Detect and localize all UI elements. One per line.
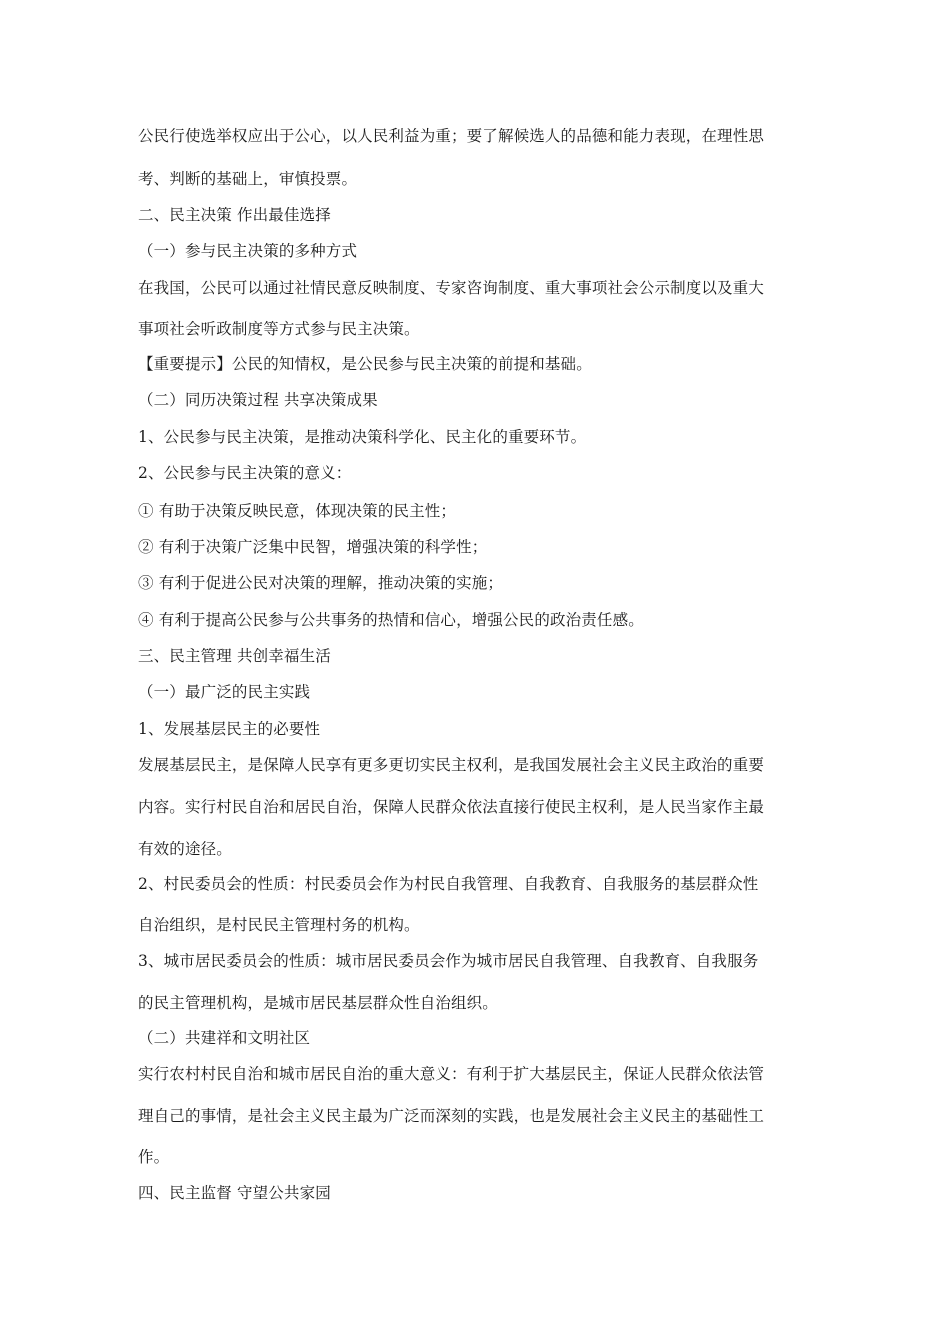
subsection-heading: （二）共建祥和文明社区 [138, 1029, 311, 1047]
list-item: ② 有利于决策广泛集中民智，增强决策的科学性； [138, 538, 488, 556]
paragraph-line: 理自己的事情，是社会主义民主最为广泛而深刻的实践，也是发展社会主义民主的基础性工 [138, 1107, 765, 1125]
subsection-heading: （二）同历决策过程 共享决策成果 [138, 391, 378, 409]
paragraph-line: 发展基层民主，是保障人民享有更多更切实民主权利，是我国发展社会主义民主政治的重要 [138, 756, 765, 774]
paragraph-line: 考、判断的基础上，审慎投票。 [138, 170, 358, 188]
paragraph-line: 事项社会听政制度等方式参与民主决策。 [138, 320, 420, 338]
paragraph-line: 作。 [138, 1148, 170, 1166]
list-item: 2、公民参与民主决策的意义： [138, 464, 352, 482]
list-item: ③ 有利于促进公民对决策的理解，推动决策的实施； [138, 574, 504, 592]
subsection-heading: （一）最广泛的民主实践 [138, 683, 311, 701]
list-item: 3、城市居民委员会的性质：城市居民委员会作为城市居民自我管理、自我教育、自我服务 [138, 952, 759, 970]
list-item: 1、发展基层民主的必要性 [138, 720, 321, 738]
section-heading: 三、民主管理 共创幸福生活 [138, 647, 331, 665]
tip-line: 【重要提示】公民的知情权，是公民参与民主决策的前提和基础。 [138, 355, 592, 373]
paragraph-line: 有效的途径。 [138, 840, 232, 858]
list-item: ① 有助于决策反映民意，体现决策的民主性； [138, 502, 457, 520]
paragraph-line: 在我国，公民可以通过社情民意反映制度、专家咨询制度、重大事项社会公示制度以及重大 [138, 279, 765, 297]
list-item: ④ 有利于提高公民参与公共事务的热情和信心，增强公民的政治责任感。 [138, 611, 644, 629]
section-heading: 四、民主监督 守望公共家园 [138, 1184, 331, 1202]
paragraph-line: 的民主管理机构，是城市居民基层群众性自治组织。 [138, 994, 498, 1012]
list-item: 1、公民参与民主决策，是推动决策科学化、民主化的重要环节。 [138, 428, 587, 446]
section-heading: 二、民主决策 作出最佳选择 [138, 206, 331, 224]
paragraph-line: 实行农村村民自治和城市居民自治的重大意义：有利于扩大基层民主，保证人民群众依法管 [138, 1065, 765, 1083]
list-item: 2、村民委员会的性质：村民委员会作为村民自我管理、自我教育、自我服务的基层群众性 [138, 875, 759, 893]
subsection-heading: （一）参与民主决策的多种方式 [138, 242, 358, 260]
paragraph-line: 公民行使选举权应出于公心，以人民利益为重；要了解候选人的品德和能力表现，在理性思 [138, 127, 765, 145]
paragraph-line: 内容。实行村民自治和居民自治，保障人民群众依法直接行使民主权利，是人民当家作主最 [138, 798, 765, 816]
paragraph-line: 自治组织，是村民民主管理村务的机构。 [138, 916, 420, 934]
